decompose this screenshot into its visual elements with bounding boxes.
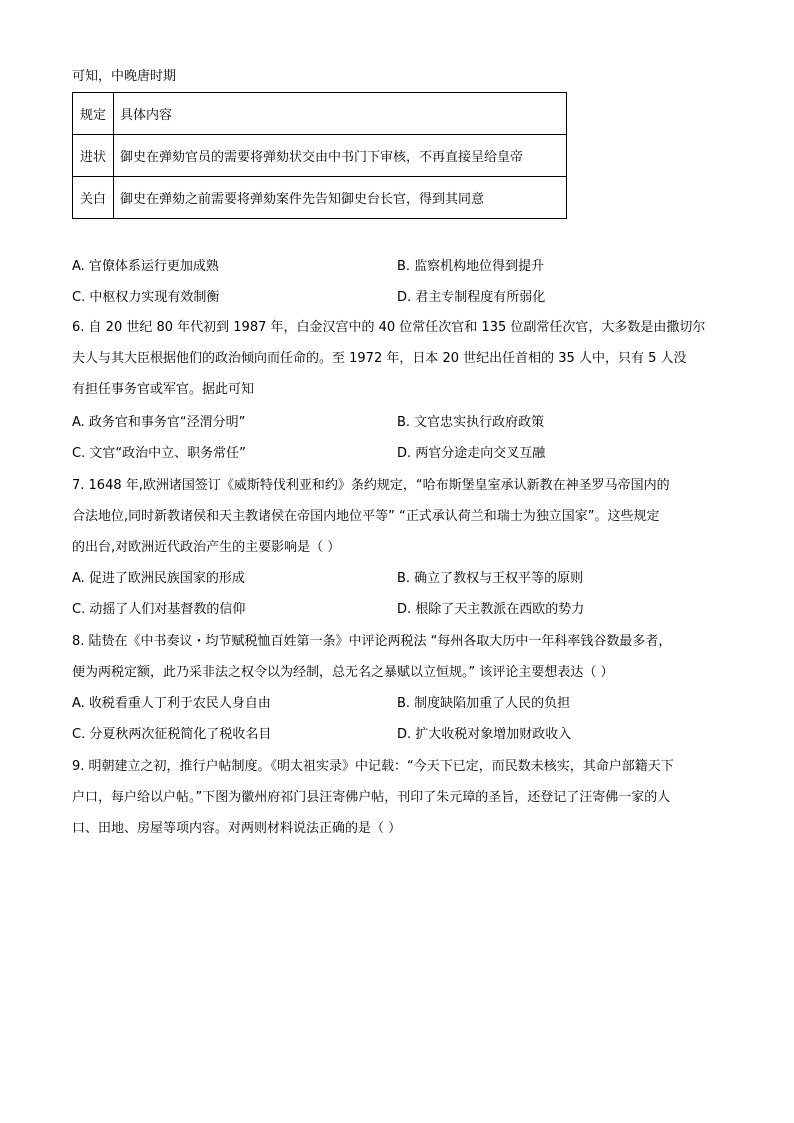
q7-option-c: C. 动摇了人们对基督教的信仰 <box>72 602 246 617</box>
q7-option-b: B. 确立了教权与王权平等的原则 <box>397 571 584 586</box>
q5-option-b: B. 监察机构地位得到提升 <box>397 259 545 274</box>
question-text-line: 8. 陆贽在《中书奏议・均节赋税恤百姓第一条》中评论两税法 “每州各取大历中一年科率钱谷数最多者， <box>72 634 672 649</box>
question-text-line: 7. 1648 年,欧洲诸国签订《威斯特伐利亚和约》条约规定，“哈布斯堡皇室承认新教在神圣罗马帝国内的 <box>72 478 670 493</box>
table-header-cell: 规定 <box>73 93 114 135</box>
question-text-line: 合法地位,同时新教诸侯和天主教诸侯在帝国内地位平等” “正式承认荷兰和瑞士为独立国家”。这些规定 <box>72 509 660 524</box>
rules-table <box>72 92 567 219</box>
question-text-line: 夫人与其大臣根据他们的政治倾向而任命的。至 1972 年，日本 20 世纪出任首相的 35 人中，只有 5 人没 <box>72 351 687 366</box>
q7-option-d: D. 根除了天主教派在西欧的势力 <box>397 602 585 617</box>
q8-option-d: D. 扩大收税对象增加财政收入 <box>397 727 572 742</box>
q5-option-a: A. 官僚体系运行更加成熟 <box>72 259 219 274</box>
table-header-row <box>73 93 567 135</box>
q8-option-c: C. 分夏秋两次征税简化了税收名目 <box>72 727 272 742</box>
table-cell: 御史在弹劾之前需要将弹劾案件先告知御史台长官，得到其同意 <box>114 177 567 219</box>
table-cell: 御史在弹劾官员的需要将弹劾状交由中书门下审核，不再直接呈给皇帝 <box>114 135 567 177</box>
q7-option-a: A. 促进了欧洲民族国家的形成 <box>72 571 245 586</box>
question-9-stem <box>72 751 724 844</box>
question-text-line: 口、田地、房屋等项内容。对两则材料说法正确的是（ ） <box>72 821 402 836</box>
q6-option-b: B. 文官忠实执行政府政策 <box>397 415 545 430</box>
question-text-line: 的出台,对欧洲近代政治产生的主要影响是（ ） <box>72 540 341 555</box>
table-cell: 关白 <box>73 177 114 219</box>
question-text-line: 便为两税定额，此乃采非法之权令以为经制，总无名之暴赋以立恒规。” 该评论主要想表达（ ） <box>72 665 614 680</box>
question-text-line: 有担任事务官或军官。据此可知 <box>72 382 255 397</box>
question-8-stem <box>72 626 724 688</box>
table-header-cell: 具体内容 <box>114 93 567 135</box>
question-text-line: 9. 明朝建立之初，推行户帖制度。《明太祖实录》中记载：“今天下已定，而民数未核实，其命户部籍天下 <box>72 759 674 774</box>
q6-option-c: C. 文官“政治中立、职务常任” <box>72 446 246 461</box>
table-row <box>73 135 567 177</box>
q6-option-a: A. 政务官和事务官“泾渭分明” <box>72 415 246 430</box>
question-text-line: 6. 自 20 世纪 80 年代初到 1987 年，白金汉宫中的 40 位常任次官和 135 位副常任次官，大多数是由撒切尔 <box>72 320 706 335</box>
table-row <box>73 177 567 219</box>
q6-option-d: D. 两官分途走向交叉互融 <box>397 446 546 461</box>
q8-option-a: A. 收税看重人丁利于农民人身自由 <box>72 696 271 711</box>
question-text-line: 户口，每户给以户帖。”下图为徽州府祁门县汪寄佛户帖，刊印了朱元璋的圣旨，还登记了汪寄佛一家的人 <box>72 790 671 805</box>
q5-option-c: C. 中枢权力实现有效制衡 <box>72 290 220 305</box>
question-5-intro: 可知，中晚唐时期 <box>72 69 177 84</box>
table-cell: 进状 <box>73 135 114 177</box>
question-6-stem <box>72 312 724 405</box>
question-7-stem <box>72 470 724 563</box>
q5-option-d: D. 君主专制程度有所弱化 <box>397 290 546 305</box>
q8-option-b: B. 制度缺陷加重了人民的负担 <box>397 696 571 711</box>
